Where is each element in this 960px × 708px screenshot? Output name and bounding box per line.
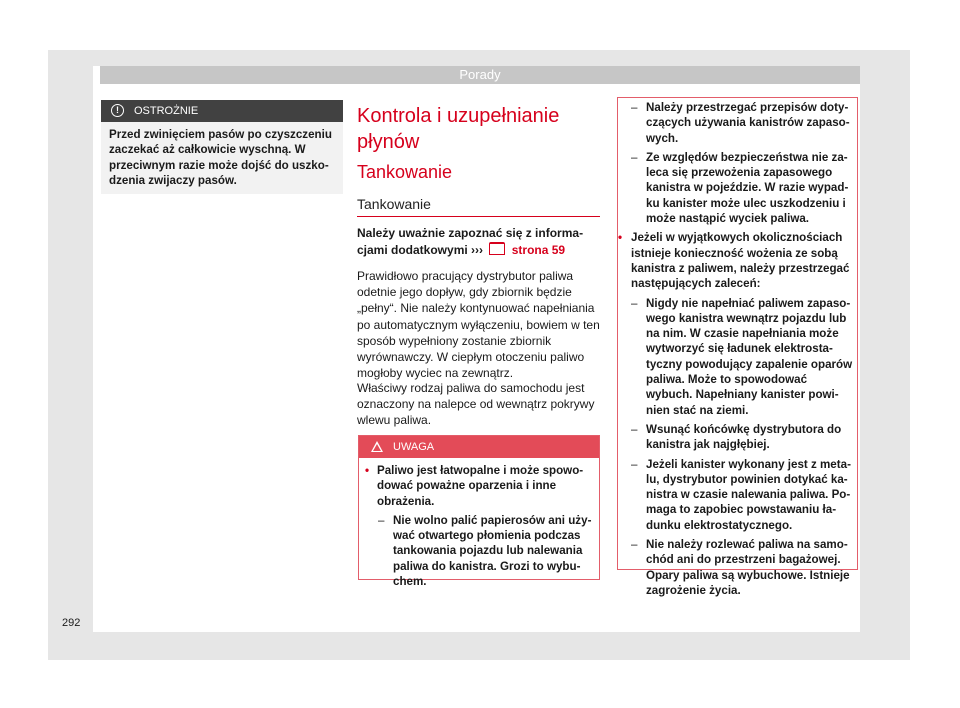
lead-paragraph [357, 225, 600, 258]
list-item-text: Należy przestrzegać przepisów dotyczących używania kanistrów zapasowych. [646, 101, 850, 145]
caution-box [101, 100, 343, 194]
bullet-item-text: Jeżeli w wyjątkowych okolicznościach istnieje konieczność wożenia ze sobą kanistra z paliwem, należy przestrzegać następujących zaleceń: [631, 231, 850, 291]
page-reference-link[interactable]: strona 59 [511, 242, 566, 257]
warning-box [358, 435, 600, 589]
list-item [618, 537, 854, 598]
list-item [618, 150, 854, 226]
list-item [618, 457, 854, 533]
cross-reference-arrows: ››› [471, 242, 484, 257]
list-item-text: Wsunąć końcówkę dystrybutora do kanistra jak najgłębiej. [646, 422, 842, 452]
page-number: 292 [62, 617, 81, 629]
list-item [618, 296, 854, 418]
exclamation-circle-icon: ! [111, 104, 124, 117]
chapter-heading: Kontrola i uzupełnianie płynów [357, 105, 560, 153]
continued-warning-box [617, 97, 858, 597]
caution-text: Przed zwinięciem pasów po czyszczeniu zaczekać aż całkowicie wyschną. W przeciwnym razie może dojść do uszkodzenia zwijaczy pasów. [109, 128, 332, 187]
caution-label: OSTROŻNIE [134, 105, 199, 117]
list-item [618, 422, 854, 453]
dash-marker: – [631, 457, 638, 471]
warning-bullet-text: Paliwo jest łatwopalne i może spowodować poważne oparzenia i inne obrażenia. [377, 464, 584, 508]
body-paragraph-2: Właściwy rodzaj paliwa do samochodu jest oznaczony na nalepce od wewnątrz pokrywy wlewu paliwa. [357, 381, 595, 428]
continued-warning-body [618, 100, 854, 602]
warning-body [365, 463, 595, 593]
dash-marker: – [631, 101, 638, 114]
subsection-heading: Tankowanie [357, 196, 431, 212]
warning-label: UWAGA [393, 441, 435, 453]
dash-marker: – [631, 296, 638, 310]
body-paragraph-1: Prawidłowo pracujący dystrybutor paliwa odetnie jego dopływ, gdy zbiornik będzie „pełny“. Nie należy kontynuować napełniania po automatycznym wyłączeniu, bowiem w ten sposób wypełniony zostanie zbiornik wyrównawczy. W ciepłym otoczeniu paliwo mogłoby wyciec na zewnątrz. [357, 269, 600, 381]
warning-sub-item [365, 513, 595, 589]
section-heading: Tankowanie [357, 162, 453, 182]
list-item-text: Nie należy rozlewać paliwa na samochód ani do przestrzeni bagażowej. Opary paliwa są wybuchowe. Istnieje zagrożenie życia. [646, 538, 850, 597]
warning-bullet [365, 463, 595, 509]
dash-marker: – [631, 422, 638, 436]
list-item-text: Jeżeli kanister wykonany jest z metalu, dystrybutor powinien dotykać kanistra w czasie nalewania paliwa. Pomaga to zapobiec powstawaniu ładunku elektrostatycznego. [646, 457, 851, 532]
list-item-text: Ze względów bezpieczeństwa nie zaleca się przewożenia zapasowego kanistra w pojeździe. W razie wypadku kanister może ulec uszkodzeniu i może nastąpić wyciek paliwa. [646, 150, 849, 226]
bullet-marker: • [365, 464, 370, 477]
warning-header [359, 436, 599, 458]
caution-header [101, 100, 343, 122]
dash-marker: – [631, 150, 638, 164]
warning-triangle-icon-inner [373, 444, 381, 451]
lead-text: Należy uważnie zapoznać się z informacjami dodatkowymi [357, 226, 584, 257]
heading-divider [357, 216, 600, 217]
section-title: Porady [459, 67, 501, 82]
bullet-item [618, 230, 854, 291]
dash-marker: – [378, 513, 385, 527]
warning-sub-item-text: Nie wolno palić papierosów ani używać otwartego płomienia podczas tankowania pojazdu lub nalewania paliwa do kanistra. Grozi to wybuchem. [393, 513, 592, 589]
book-icon [489, 242, 505, 255]
list-item-text: Nigdy nie napełniać paliwem zapasowego kanistra wewnątrz pojazdu lub na nim. W czasie napełniania może wytworzyć się ładunek elektrostatyczny powodujący zapalenie oparów paliwa. Może to spowodować wybuch. Napełniany kanister powinien stać na ziemi. [646, 296, 853, 417]
dash-marker: – [631, 538, 638, 552]
bullet-marker: • [618, 231, 623, 245]
list-item [618, 100, 854, 146]
